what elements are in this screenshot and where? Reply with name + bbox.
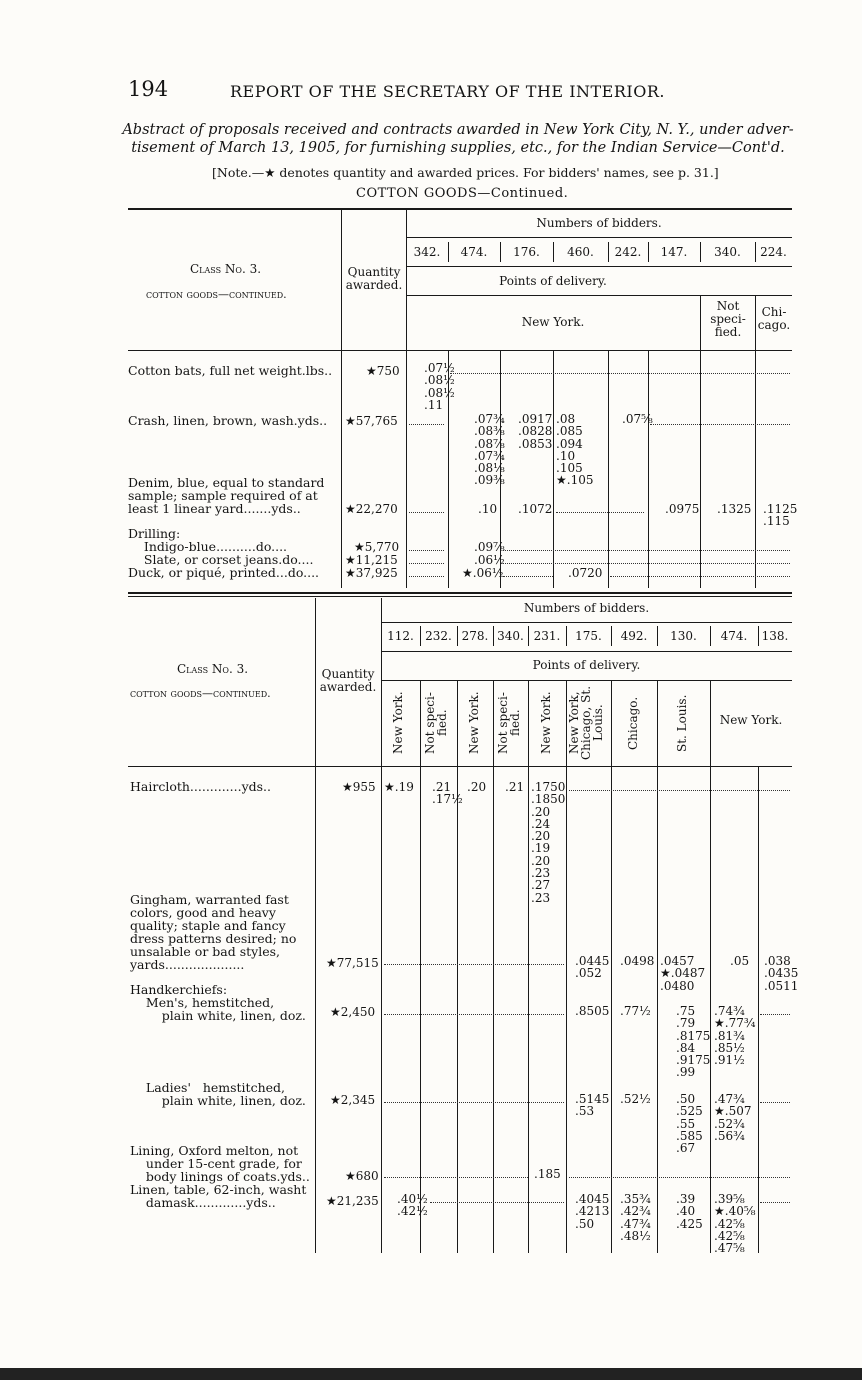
item-label: Gingham, warranted fast colors, good and heavy quality; staple and fancy dress patterns desired; no unsalable or bad styles, yards.................... [130, 892, 297, 972]
delivery-header: New York. [391, 691, 405, 755]
delivery-header: New York. [467, 691, 481, 755]
bidder-number: 340. [714, 245, 741, 259]
price-cell: .1125 .115 [763, 502, 798, 529]
note: [Note.—★ denotes quantity and awarded prices. For bidders' names, see p. 31.] [212, 165, 719, 180]
price-cell: .35¾ .42¾ .47¾ .48½ [620, 1192, 651, 1243]
delivery-header: St. Louis. [675, 694, 689, 752]
item-label: Denim, blue, equal to standard sample; sample required of at least 1 linear yard.......yds.. [128, 475, 325, 516]
scan-edge [0, 1368, 862, 1380]
item-label: Indigo-blue..........do.... [128, 539, 288, 554]
bidder-number: 340. [497, 629, 524, 643]
numbers-header: Numbers of bidders. [523, 601, 650, 615]
bidder-number: 138. [761, 629, 789, 643]
price-cell: .1325 [717, 502, 752, 516]
price-cell: .1072 [518, 502, 553, 516]
price-cell: .10 [478, 502, 498, 516]
price-cell: .77½ [620, 1004, 651, 1018]
delivery-header: Not speci-fied. [423, 692, 449, 754]
item-label: Men's, hemstitched, plain white, linen, doz. [145, 995, 306, 1023]
price-cell: .185 [534, 1167, 561, 1181]
quantity: ★750 [366, 364, 400, 378]
quantity: ★680 [345, 1169, 379, 1183]
price-cell: .09⅞ [474, 540, 505, 554]
item-label: Duck, or piqué, printed...do.... [128, 565, 320, 580]
price-cell: .74¾ ★.77¾ .81¾ .85½ .91½ [714, 1004, 756, 1068]
price-cell: .07¾ .08⅜ .08⅞ .07¾ .08⅛ .09⅜ [474, 412, 505, 488]
item-label: Handkerchiefs: [130, 982, 228, 997]
quantity: ★11,215 [345, 553, 398, 567]
price-cell: .1750 .1850 .20 .24 .20 .19 .20 .23 .27 .23 [531, 780, 566, 905]
section-title: COTTON GOODS—Continued. [356, 186, 569, 201]
price-cell: .06½ [474, 553, 505, 567]
bidder-number: 176. [513, 245, 540, 259]
price-cell: .20 [467, 780, 487, 794]
price-cell: ★.06½ [462, 566, 504, 580]
bidder-number: 342. [413, 245, 441, 259]
price-cell: .39 .40 .425 [676, 1192, 703, 1231]
quantity: ★5,770 [354, 540, 400, 554]
price-cell: .07½ .08½ .08½ .11 [424, 361, 455, 412]
qty-header: Quantity awarded. [345, 265, 403, 292]
points-header: Points of delivery. [532, 658, 641, 672]
delivery-new-york: New York. [521, 315, 585, 329]
bidder-number: 460. [567, 245, 594, 259]
delivery-not-specified: Not speci-fied. [710, 299, 746, 339]
price-cell: .0445 .052 [575, 954, 610, 981]
quantity: ★2,450 [330, 1005, 376, 1019]
price-cell: .21 [505, 780, 525, 794]
item-label: Cotton bats, full net weight.lbs.. [128, 363, 333, 378]
quantity: ★37,925 [345, 566, 398, 580]
class-label: Class No. 3. [177, 662, 249, 676]
item-label: Lining, Oxford melton, not under 15-cent grade, for body linings of coats.yds.. [130, 1143, 310, 1184]
bidder-number: 242. [614, 245, 642, 259]
delivery-header: Not speci-fied. [496, 692, 522, 754]
abstract-line-1: Abstract of proposals received and contracts awarded in New York City, N. Y., under adver- [122, 122, 794, 138]
running-head: REPORT OF THE SECRETARY OF THE INTERIOR. [230, 82, 665, 101]
price-cell: .0720 [568, 566, 603, 580]
bidder-number: 278. [461, 629, 489, 643]
price-cell: ★.19 [384, 780, 414, 794]
bidder-number: 474. [460, 245, 488, 259]
bidder-number: 112. [387, 629, 414, 643]
price-cell: .0498 [620, 954, 655, 968]
bidder-number: 175. [575, 629, 602, 643]
item-label: Drilling: [128, 526, 181, 541]
bidder-number: 224. [760, 245, 787, 259]
page-number: 194 [128, 77, 169, 101]
price-cell: .0917 .0828 .0853 [518, 412, 553, 451]
price-cell: .05 [730, 954, 750, 968]
class-sub: cotton goods—continued. [146, 288, 287, 301]
item-label: Crash, linen, brown, wash.yds.. [128, 413, 328, 428]
bidder-number: 232. [425, 629, 452, 643]
bidder-number: 147. [660, 245, 688, 259]
price-cell: .038 .0435 .0511 [764, 954, 799, 993]
numbers-header: Numbers of bidders. [536, 216, 662, 230]
qty-header: Quantity awarded. [319, 667, 377, 694]
price-cell: .0457 ★.0487 .0480 [660, 954, 706, 993]
price-cell: .40½ .42½ [397, 1192, 428, 1219]
price-cell: .52½ [620, 1092, 651, 1106]
item-label: Linen, table, 62-inch, washt damask.............yds.. [130, 1182, 307, 1210]
price-cell: .21 .17½ [432, 780, 463, 807]
price-cell: .0975 [665, 502, 700, 516]
price-cell: .75 .79 .8175 .84 .9175 .99 [676, 1004, 711, 1080]
delivery-header: New York. [539, 691, 553, 755]
bidder-number: 492. [620, 629, 648, 643]
item-label: Slate, or corset jeans.do.... [128, 552, 314, 567]
class-sub: cotton goods—continued. [130, 687, 271, 700]
item-label: Ladies' hemstitched, plain white, linen, doz. [145, 1080, 306, 1108]
price-cell: .08 .085 .094 .10 .105 ★.105 [556, 412, 594, 488]
delivery-header: New York, Chicago, St. Louis. [567, 686, 605, 761]
bidder-number: 130. [670, 629, 697, 643]
price-cell: .07⅝ [622, 412, 653, 426]
bidder-number: 231. [533, 629, 561, 643]
price-cell: .50 .525 .55 .585 .67 [676, 1092, 703, 1156]
bidder-number: 474. [720, 629, 748, 643]
delivery-header: New York. [719, 713, 783, 727]
quantity: ★955 [342, 780, 376, 794]
quantity: ★77,515 [326, 956, 379, 970]
class-label: Class No. 3. [190, 262, 262, 276]
item-label: Haircloth.............yds.. [130, 779, 272, 794]
quantity: ★2,345 [330, 1093, 376, 1107]
points-header: Points of delivery. [499, 274, 607, 288]
price-cell: .39⅝ ★.40⅝ .42⅝ .42⅝ .47⅝ [714, 1192, 756, 1256]
delivery-chicago: Chi-cago. [757, 305, 791, 332]
price-cell: .47¾ ★.507 .52¾ .56¾ [714, 1092, 752, 1143]
price-cell: .4045 .4213 .50 [575, 1192, 610, 1231]
quantity: ★57,765 [345, 414, 398, 428]
price-cell: .5145 .53 [575, 1092, 610, 1119]
abstract-line-2: tisement of March 13, 1905, for furnishing supplies, etc., for the Indian Service—Cont'd. [131, 140, 785, 156]
delivery-header: Chicago. [626, 696, 640, 750]
quantity: ★21,235 [326, 1194, 379, 1208]
price-cell: .8505 [575, 1004, 610, 1018]
quantity: ★22,270 [345, 502, 398, 516]
